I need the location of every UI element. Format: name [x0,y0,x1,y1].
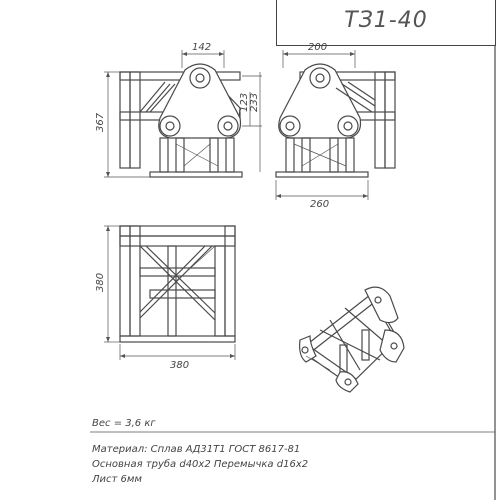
top-view [95,226,235,371]
isometric-view [300,287,404,392]
drawing-title: ТЗ1-40 [344,8,428,33]
tube-line: Основная труба d40x2 Перемычка d16x2 [92,459,309,470]
front-view [95,42,262,177]
dim-380-side: 380 [95,272,106,292]
dim-367: 367 [95,112,106,132]
sheet-line: Лист 6мм [92,474,142,485]
material-line: Материал: Сплав АД31Т1 ГОСТ 8617-81 [92,444,301,455]
dim-123: 123 [239,92,250,112]
dim-233: 233 [249,92,260,112]
side-view [276,42,395,210]
dim-142: 142 [192,42,212,53]
dim-260: 260 [310,199,330,210]
dim-200: 200 [308,42,328,53]
weight-note: Вес = 3,6 кг [92,418,156,429]
dim-380-bottom: 380 [170,360,190,371]
